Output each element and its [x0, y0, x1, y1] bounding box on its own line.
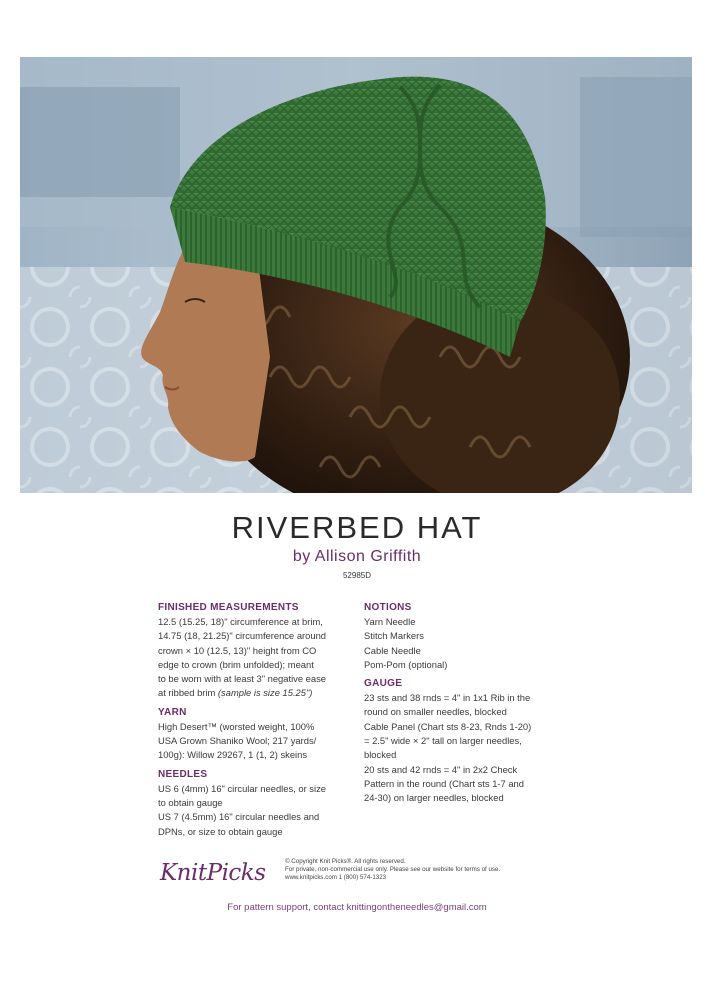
measurement-line: to be worn with at least 3" negative ease	[158, 673, 327, 685]
gauge-line: round on smaller needles, blocked	[364, 706, 507, 718]
needles-line: DPNs, or size to obtain gauge	[158, 825, 283, 837]
pattern-title: RIVERBED HAT	[231, 510, 483, 545]
notion-item: Yarn Needle	[364, 616, 416, 627]
legal-line: © Copyright Knit Picks®. All rights reserved.	[285, 858, 406, 865]
gauge-line: 23 sts and 38 rnds = 4" in 1x1 Rib in the	[364, 692, 531, 704]
legal-line: For private, non-commercial use only. Please see our website for terms of use.	[285, 866, 501, 873]
measurement-line: 12.5 (15.25, 18)" circumference at brim,	[158, 616, 323, 627]
finished-measurements-text	[158, 615, 350, 701]
needles-text	[158, 782, 350, 839]
pattern-code: 52985D	[342, 571, 372, 580]
model-in-green-hat-photo	[20, 57, 692, 493]
gauge-line: = 2.5" wide × 2" tall on larger needles,	[364, 735, 522, 747]
gauge-line: 24-30) on larger needles, blocked	[364, 792, 504, 804]
needles-line: to obtain gauge	[158, 796, 223, 808]
gauge-line: Cable Panel (Chart sts 8-23, Rnds 1-20)	[364, 720, 532, 732]
gauge-line: 20 sts and 42 rnds = 4" in 2x2 Check	[364, 763, 518, 775]
measurement-line-last	[158, 686, 350, 700]
copyright-notice	[285, 858, 575, 882]
finished-measurements-heading: FINISHED MEASUREMENTS	[158, 602, 299, 613]
designer-byline: by Allison Griffith	[292, 548, 422, 565]
needles-line: US 6 (4mm) 16" circular needles, or size	[158, 782, 326, 794]
notion-item: Cable Needle	[364, 644, 421, 656]
gauge-line: Pattern in the round (Chart sts 1-7 and	[364, 777, 524, 789]
pattern-support-contact[interactable]: For pattern support, contact knittingontheneedles@gmail.com	[227, 902, 487, 913]
gauge-heading: GAUGE	[364, 678, 403, 690]
right-column	[364, 601, 560, 811]
measurement-line: 14.75 (18, 21.25)" circumference around	[158, 630, 327, 642]
measurement-ease-text: at ribbed brim	[158, 687, 218, 699]
legal-line-website[interactable]: www.knitpicks.com 1 (800) 574-1323	[285, 874, 387, 881]
gauge-line: blocked	[364, 749, 397, 761]
left-column	[158, 601, 350, 844]
yarn-line: USA Grown Shaniko Wool; 217 yards/	[158, 735, 317, 747]
needles-line: US 7 (4.5mm) 16" circular needles and	[158, 811, 320, 823]
yarn-line: 100g): Willow 29267, 1 (1, 2) skeins	[158, 749, 308, 761]
notion-item: Stitch Markers	[364, 630, 424, 642]
notions-heading: NOTIONS	[364, 602, 412, 613]
gauge-text	[364, 691, 560, 805]
notion-item: Pom-Pom (optional)	[364, 658, 448, 670]
yarn-line: High Desert™ (worsted weight, 100%	[158, 720, 315, 732]
measurement-line: crown × 10 (12.5, 13)" height from CO	[158, 644, 317, 656]
sample-size-note: (sample is size 15.25")	[217, 687, 313, 699]
hero-photo	[20, 57, 692, 493]
yarn-text	[158, 720, 350, 763]
yarn-heading: YARN	[158, 706, 187, 718]
knitpicks-logo[interactable]: KnitPicks	[160, 860, 266, 886]
needles-heading: NEEDLES	[158, 768, 208, 780]
measurement-line: edge to crown (brim unfolded); meant	[158, 658, 314, 670]
notions-list	[364, 615, 560, 672]
